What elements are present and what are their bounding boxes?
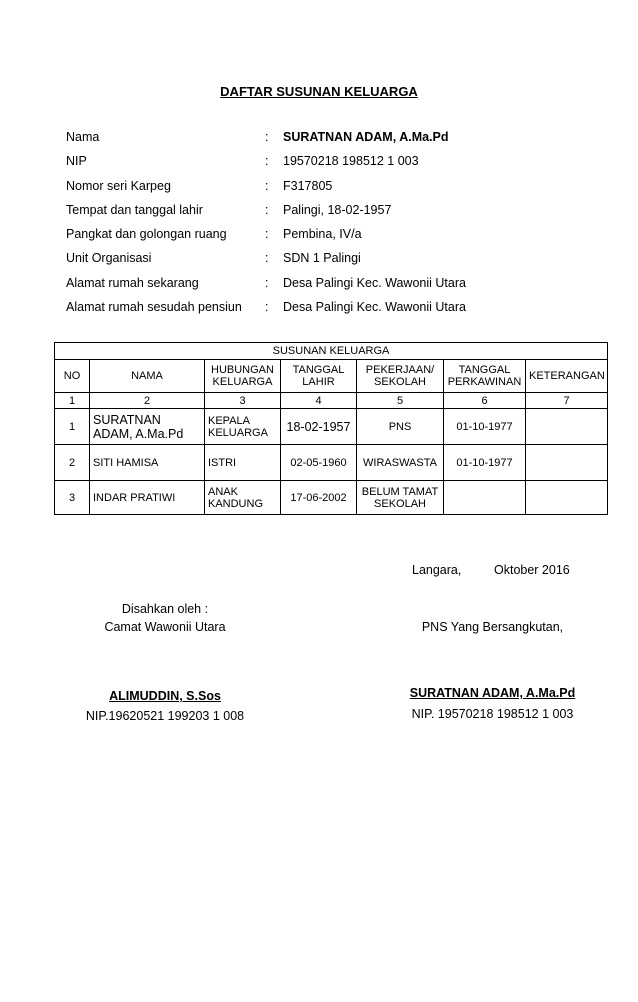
header-text: PEKERJAAN/ [365, 364, 435, 376]
info-label: Alamat rumah sekarang [66, 275, 199, 290]
header-nama: NAMA [90, 360, 205, 393]
column-number: 3 [205, 393, 281, 409]
info-value: Palingi, 18-02-1957 [283, 202, 392, 217]
header-text: SEKOLAH [374, 376, 426, 388]
cell-pekerjaan [357, 481, 444, 515]
personal-info [66, 127, 586, 321]
cell-keterangan [526, 481, 608, 515]
info-colon: : [265, 300, 269, 315]
info-colon: : [265, 227, 269, 242]
sign-date: Oktober 2016 [494, 563, 570, 577]
cell-nama: INDAR PRATIWI [90, 481, 205, 515]
cell-tanggal-perkawinan: 01-10-1977 [444, 409, 526, 445]
info-label: Nomor seri Karpeg [66, 178, 171, 193]
header-text: KELUARGA [212, 376, 273, 388]
approver-nip: NIP.19620521 199203 1 008 [85, 709, 245, 723]
cell-tanggal-perkawinan [444, 481, 526, 515]
header-text: HUBUNGAN [211, 364, 274, 376]
info-value: SURATNAN ADAM, A.Ma.Pd [283, 130, 449, 144]
header-tanggal-perkawinan [444, 360, 526, 393]
table-row [55, 445, 608, 481]
cell-tanggal-lahir: 17-06-2002 [281, 481, 357, 515]
info-row-alamat-pensiun [66, 297, 586, 321]
cell-pekerjaan: PNS [357, 409, 444, 445]
info-value: SDN 1 Palingi [283, 251, 361, 266]
cell-nama: SITI HAMISA [90, 445, 205, 481]
header-text: PERKAWINAN [447, 376, 522, 388]
column-number: 7 [526, 393, 608, 409]
cell-no: 3 [55, 481, 90, 515]
info-value: Desa Palingi Kec. Wawonii Utara [283, 300, 466, 315]
cell-text: KELUARGA [208, 426, 268, 439]
employee-name: SURATNAN ADAM, A.Ma.Pd [409, 686, 576, 700]
place-date [412, 563, 570, 577]
cell-text: BELUM TAMAT [361, 485, 439, 498]
cell-text: KANDUNG [208, 497, 264, 510]
info-colon: : [265, 178, 269, 193]
info-label: Alamat rumah sesudah pensiun [66, 300, 242, 315]
column-number: 1 [55, 393, 90, 409]
approver-name: ALIMUDDIN, S.Sos [109, 689, 221, 703]
header-hubungan [205, 360, 281, 393]
info-row-nip [66, 151, 586, 175]
approval-label: Disahkan oleh : [121, 602, 209, 616]
cell-keterangan [526, 445, 608, 481]
header-text: TANGGAL [458, 364, 511, 376]
info-colon: : [265, 154, 269, 169]
cell-keterangan [526, 409, 608, 445]
family-table [54, 342, 608, 515]
employee-title: PNS Yang Bersangkutan, [421, 620, 564, 634]
cell-pekerjaan: WIRASWASTA [357, 445, 444, 481]
info-colon: : [265, 202, 269, 217]
info-label: Nama [66, 130, 100, 144]
cell-hubungan: ISTRI [205, 445, 281, 481]
cell-text: ANAK [208, 485, 238, 498]
header-tanggal-lahir [281, 360, 357, 393]
cell-text: KEPALA [208, 414, 250, 427]
header-no: NO [55, 360, 90, 393]
cell-text: SEKOLAH [374, 497, 426, 510]
column-number: 4 [281, 393, 357, 409]
info-row-alamat-sekarang [66, 273, 586, 297]
cell-tanggal-lahir: 18-02-1957 [281, 409, 357, 445]
column-number: 5 [357, 393, 444, 409]
cell-tanggal-lahir: 02-05-1960 [281, 445, 357, 481]
header-pekerjaan [357, 360, 444, 393]
document-title: DAFTAR SUSUNAN KELUARGA [220, 84, 418, 99]
approver-title: Camat Wawonii Utara [104, 620, 226, 634]
info-label: Tempat dan tanggal lahir [66, 202, 203, 217]
info-row-karpeg [66, 176, 586, 200]
column-number: 6 [444, 393, 526, 409]
column-number: 2 [90, 393, 205, 409]
info-colon: : [265, 130, 269, 144]
info-value: F317805 [283, 178, 333, 193]
place-name: Langara, [412, 563, 462, 577]
table-caption: SUSUNAN KELUARGA [55, 343, 608, 360]
cell-no: 1 [55, 409, 90, 445]
info-label: Unit Organisasi [66, 251, 152, 266]
cell-text: SURATNAN [93, 412, 161, 427]
info-colon: : [265, 275, 269, 290]
header-text: LAHIR [302, 376, 335, 388]
employee-nip: NIP. 19570218 198512 1 003 [411, 707, 574, 721]
cell-text: ADAM, A.Ma.Pd [93, 426, 184, 441]
table-row [55, 481, 608, 515]
info-value: Pembina, IV/a [283, 227, 362, 242]
info-row-unit [66, 248, 586, 272]
info-row-nama [66, 127, 586, 151]
header-keterangan: KETERANGAN [526, 360, 608, 393]
info-label: Pangkat dan golongan ruang [66, 227, 227, 242]
info-value: Desa Palingi Kec. Wawonii Utara [283, 275, 466, 290]
cell-nama [90, 409, 205, 445]
info-row-ttl [66, 200, 586, 224]
cell-tanggal-perkawinan: 01-10-1977 [444, 445, 526, 481]
info-colon: : [265, 251, 269, 266]
info-label: NIP [66, 154, 87, 169]
table-row [55, 409, 608, 445]
header-text: TANGGAL [292, 364, 345, 376]
info-value: 19570218 198512 1 003 [283, 154, 419, 169]
info-row-pangkat [66, 224, 586, 248]
cell-no: 2 [55, 445, 90, 481]
cell-hubungan [205, 481, 281, 515]
cell-hubungan [205, 409, 281, 445]
